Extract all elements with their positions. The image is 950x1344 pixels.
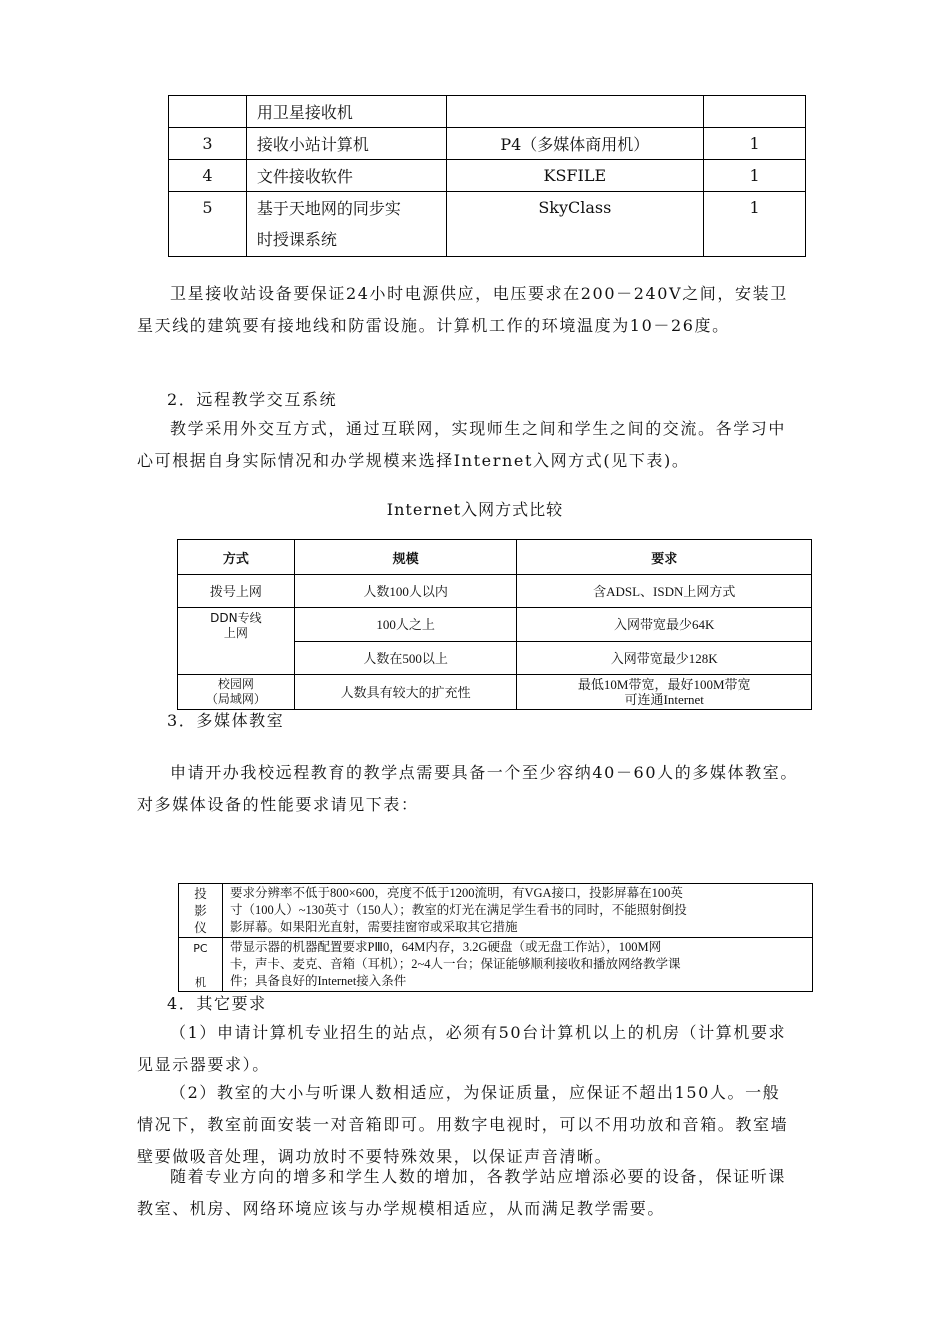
equipment-model: KSFILE (446, 160, 704, 192)
device-label-char (179, 957, 222, 974)
device-label-cell (179, 884, 223, 938)
equipment-name: 文件接收软件 (246, 160, 446, 192)
device-label-char: PC (193, 942, 208, 955)
device-requirement-cell (222, 884, 812, 938)
equipment-table (168, 95, 806, 257)
equipment-name: 接收小站计算机 (246, 128, 446, 160)
scale-cell: 人数具有较大的扩充性 (294, 675, 517, 710)
section3-paragraph (137, 757, 837, 821)
internet-table (177, 539, 812, 710)
paragraph-line: （2）教室的大小与听课人数相适应，为保证质量，应保证不超出150人。一般 (170, 1083, 781, 1102)
section2-heading: 2．远程教学交互系统 (167, 390, 338, 409)
scale-cell: 人数在500以上 (294, 642, 517, 675)
device-label-char: 仪 (194, 921, 207, 935)
requirement-line: 卡，声卡、麦克、音箱（耳机）；2~4人一台；保证能够顺利接收和播放网络教学课 (229, 957, 681, 971)
section4-paragraph-2 (137, 1077, 837, 1173)
equipment-qty: 1 (704, 192, 806, 257)
paragraph-line: 星天线的建筑要有接地线和防雷设施。计算机工作的环境温度为10－26度。 (137, 316, 730, 335)
paragraph-line: 申请开办我校远程教育的教学点需要具备一个至少容纳40－60人的多媒体教室。 (170, 763, 798, 782)
paragraph-line: 心可根据自身实际情况和办学规模来选择Internet入网方式(见下表)。 (137, 451, 690, 470)
table-row (169, 128, 806, 160)
paragraph-line: 对多媒体设备的性能要求请见下表： (137, 795, 419, 814)
table-row (179, 938, 813, 992)
requirement-cell: 入网带宽最少64K (517, 608, 812, 642)
device-label-cell (179, 938, 223, 992)
requirement-cell: 含ADSL、ISDN上网方式 (517, 575, 812, 608)
equipment-qty: 1 (704, 128, 806, 160)
paragraph-line: （1）申请计算机专业招生的站点，必须有50台计算机以上的机房（计算机要求 (170, 1023, 787, 1042)
device-requirement-cell (222, 938, 812, 992)
paragraph-line: 情况下，教室前面安装一对音箱即可。用数字电视时，可以不用功放和音箱。教室墙 (137, 1115, 789, 1134)
method-cell (178, 608, 295, 675)
requirement-cell (517, 675, 812, 710)
table-row (178, 608, 812, 642)
section2-paragraph (137, 413, 827, 477)
equipment-qty (704, 96, 806, 128)
paragraph-line: 随着专业方向的增多和学生人数的增加，各教学站应增添必要的设备，保证听课 (170, 1167, 787, 1186)
table-row (178, 575, 812, 608)
table-row (169, 96, 806, 128)
table-row (179, 884, 813, 938)
column-header: 方式 (178, 540, 295, 575)
equipment-no: 3 (169, 128, 247, 160)
paragraph-line: 壁要做吸音处理，调功放时不要特殊效果，以保证声音清晰。 (137, 1147, 613, 1166)
equipment-no: 5 (169, 192, 247, 257)
section3-heading: 3．多媒体教室 (167, 711, 285, 730)
paragraph-line: 教学采用外交互方式，通过互联网，实现师生之间和学生之间的交流。各学习中 (170, 419, 787, 438)
table-title: Internet入网方式比较 (386, 500, 564, 519)
requirement-line: 最低10M带宽，最好100M带宽 (577, 677, 751, 692)
device-label-char: 影 (194, 904, 207, 918)
paragraph-line: 见显示器要求）。 (137, 1055, 270, 1074)
multimedia-table (178, 883, 813, 992)
requirement-line: 可连通Internet (624, 692, 704, 707)
requirement-cell: 入网带宽最少128K (517, 642, 812, 675)
column-header: 要求 (517, 540, 812, 575)
table-header-row (178, 540, 812, 575)
method-line: 上网 (223, 626, 248, 640)
column-header: 规模 (294, 540, 517, 575)
requirement-line: 影屏幕。如果阳光直射，需要挂窗帘或采取其它措施 (229, 920, 518, 934)
paragraph-line: 卫星接收站设备要保证24小时电源供应，电压要求在200－240V之间，安装卫 (170, 284, 788, 303)
equipment-qty: 1 (704, 160, 806, 192)
equipment-name: 用卫星接收机 (246, 96, 446, 128)
equipment-model: SkyClass (446, 192, 704, 257)
equipment-name-line: 基于天地网的同步实 (256, 199, 401, 218)
device-label-char: 投 (194, 887, 207, 901)
section4-heading: 4．其它要求 (167, 994, 267, 1013)
scale-cell: 人数100人以内 (294, 575, 517, 608)
device-label-char: 机 (194, 976, 206, 989)
method-line: DDN专线 (210, 611, 262, 625)
equipment-model: P4（多媒体商用机） (446, 128, 704, 160)
requirement-line: 寸（100人）~130英寸（150人）；教室的灯光在满足学生看书的同时，不能照射倒投 (229, 903, 687, 917)
section4-paragraph-1 (137, 1017, 837, 1081)
table-row (169, 192, 806, 257)
equipment-name (246, 192, 446, 257)
requirement-line: 件；具备良好的Internet接入条件 (229, 974, 407, 988)
equipment-no: 4 (169, 160, 247, 192)
paragraph-line: 教室、机房、网络环境应该与办学规模相适应，从而满足教学需要。 (137, 1199, 666, 1218)
requirement-line: 要求分辨率不低于800×600，亮度不低于1200流明，有VGA接口，投影屏幕在100英 (229, 886, 683, 900)
section4-paragraph-3 (137, 1161, 837, 1225)
scale-cell: 100人之上 (294, 608, 517, 642)
method-line: （局域网） (205, 692, 266, 706)
equipment-no (169, 96, 247, 128)
equipment-model (446, 96, 704, 128)
table-row (169, 160, 806, 192)
power-paragraph (137, 278, 817, 342)
requirement-line: 带显示器的机器配置要求PⅢ0，64M内存，3.2G硬盘（或无盘工作站），100M网 (229, 940, 662, 954)
equipment-name-line: 时授课系统 (256, 230, 337, 249)
method-cell: 拨号上网 (178, 575, 295, 608)
method-line: 校园网 (217, 677, 254, 691)
